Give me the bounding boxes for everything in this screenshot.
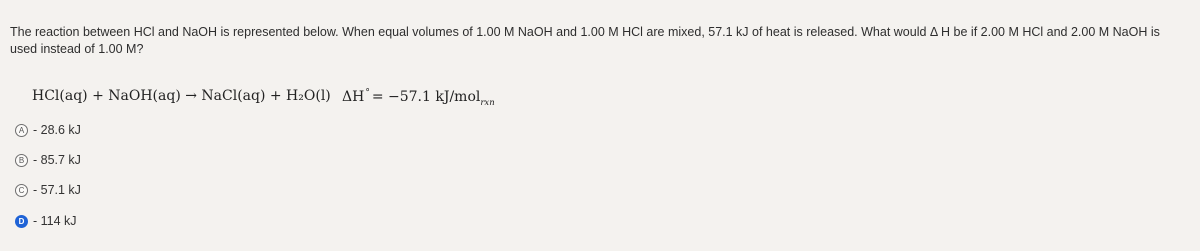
option-c[interactable] (15, 182, 81, 198)
enthalpy-degree: ° (365, 88, 370, 98)
question-text: The reaction between HCl and NaOH is represented below. When equal volumes of 1.00 M NaOH and 1.00 M HCl are mixed, 57.1 kJ of heat is released. What would Δ H be if 2.00 M HCl and 2.00 M NaOH is used instead of 1.00 M? (10, 25, 1160, 56)
enthalpy-symbol: ΔH (342, 89, 365, 105)
option-b-letter-badge[interactable]: B (15, 154, 28, 167)
option-c-letter-badge[interactable]: C (15, 184, 28, 197)
reaction-equation (32, 88, 732, 110)
option-d[interactable] (15, 213, 77, 229)
option-a-text[interactable]: - 28.6 kJ (33, 123, 81, 137)
enthalpy-subscript: rxn (480, 98, 495, 108)
enthalpy-expression (342, 88, 495, 108)
option-a-letter-badge[interactable]: A (15, 124, 28, 137)
option-b[interactable] (15, 152, 81, 168)
option-d-letter-badge[interactable]: D (15, 215, 28, 228)
option-b-text[interactable]: - 85.7 kJ (33, 153, 81, 167)
enthalpy-value: = −57.1 kJ/mol (371, 89, 481, 105)
option-c-text[interactable]: - 57.1 kJ (33, 183, 81, 197)
reaction-formula: HCl(aq) + NaOH(aq) → NaCl(aq) + H₂O(l) (32, 88, 331, 104)
option-d-text[interactable]: - 114 kJ (33, 214, 77, 228)
option-a[interactable] (15, 122, 81, 138)
